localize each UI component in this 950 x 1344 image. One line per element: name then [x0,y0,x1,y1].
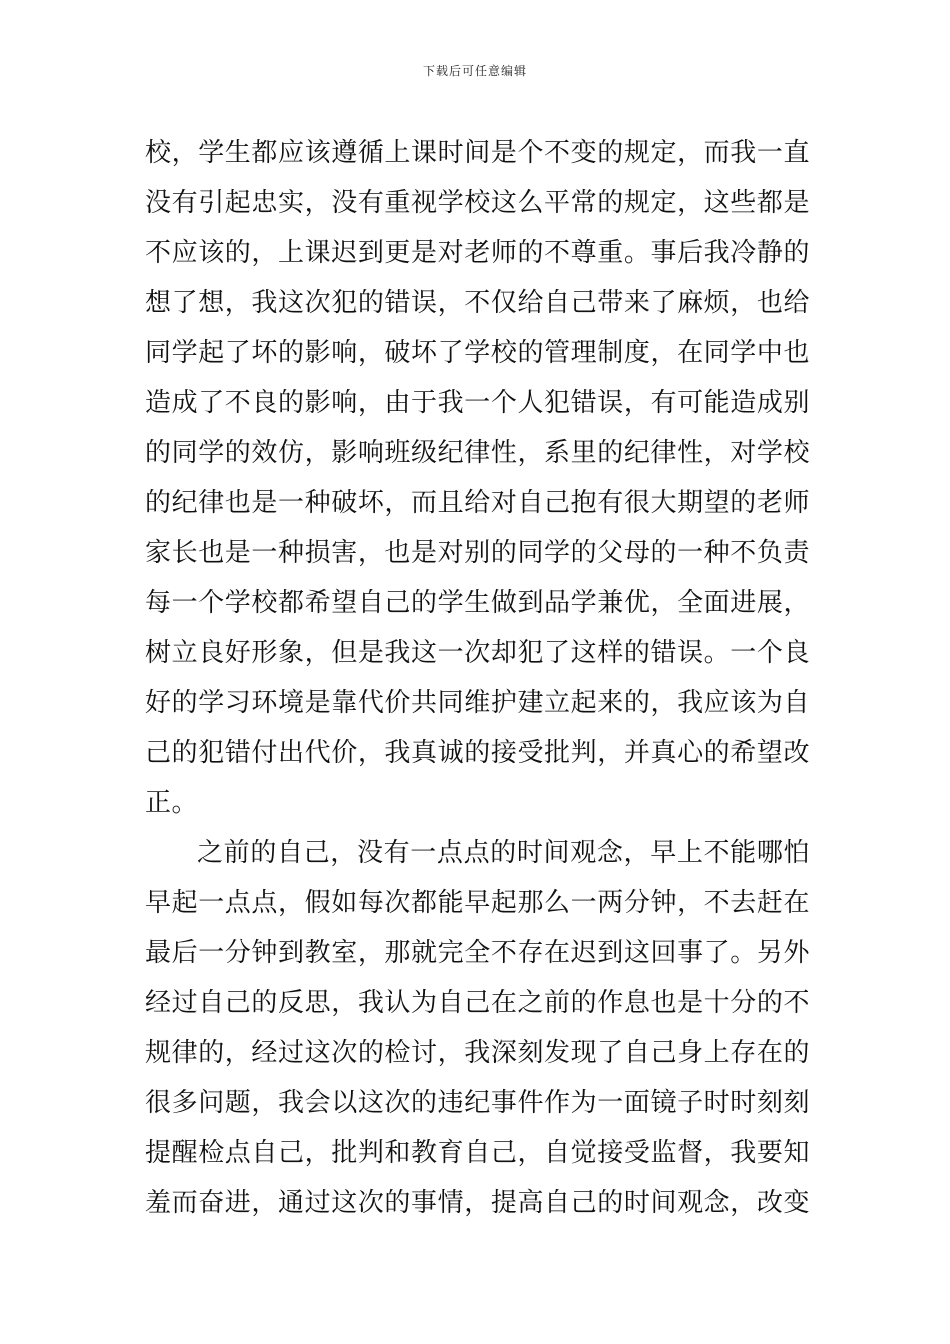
text-line: 经过自己的反思，我认为自己在之前的作息也是十分的不 [145,988,810,1018]
paragraph-1 [145,128,810,828]
paragraph-2 [145,828,810,1228]
text-line: 的同学的效仿，影响班级纪律性，系里的纪律性，对学校 [145,438,810,468]
text-line: 每一个学校都希望自己的学生做到品学兼优，全面进展， [145,588,810,618]
text-line: 同学起了坏的影响，破坏了学校的管理制度，在同学中也 [145,338,810,368]
text-line: 很多问题，我会以这次的违纪事件作为一面镜子时时刻刻 [145,1088,810,1118]
text-line: 早起一点点，假如每次都能早起那么一两分钟，不去赶在 [145,888,810,918]
text-line: 规律的，经过这次的检讨，我深刻发现了自己身上存在的 [145,1038,810,1068]
text-line: 好的学习环境是靠代价共同维护建立起来的，我应该为自 [145,688,810,718]
text-line: 提醒检点自己，批判和教育自己，自觉接受监督，我要知 [145,1138,810,1168]
text-line: 正。 [145,788,199,818]
text-line: 校，学生都应该遵循上课时间是个不变的规定，而我一直 [145,138,810,168]
page-header: 下载后可任意编辑 [422,64,527,78]
document-body [145,128,810,1228]
text-line: 家长也是一种损害，也是对别的同学的父母的一种不负责 [145,538,810,568]
text-line: 最后一分钟到教室，那就完全不存在迟到这回事了。另外 [145,938,810,968]
text-line: 想了想，我这次犯的错误，不仅给自己带来了麻烦，也给 [145,288,810,318]
text-line: 之前的自己，没有一点点的时间观念，早上不能哪怕 [197,838,810,868]
text-line: 不应该的，上课迟到更是对老师的不尊重。事后我冷静的 [145,238,810,268]
text-line: 羞而奋进，通过这次的事情，提高自己的时间观念，改变 [145,1188,810,1218]
text-line: 造成了不良的影响，由于我一个人犯错误，有可能造成别 [145,388,810,418]
text-line: 没有引起忠实，没有重视学校这么平常的规定，这些都是 [145,188,810,218]
text-line: 己的犯错付出代价，我真诚的接受批判，并真心的希望改 [145,738,810,768]
text-line: 的纪律也是一种破坏，而且给对自己抱有很大期望的老师 [145,488,810,518]
text-line: 树立良好形象，但是我这一次却犯了这样的错误。一个良 [145,638,810,668]
